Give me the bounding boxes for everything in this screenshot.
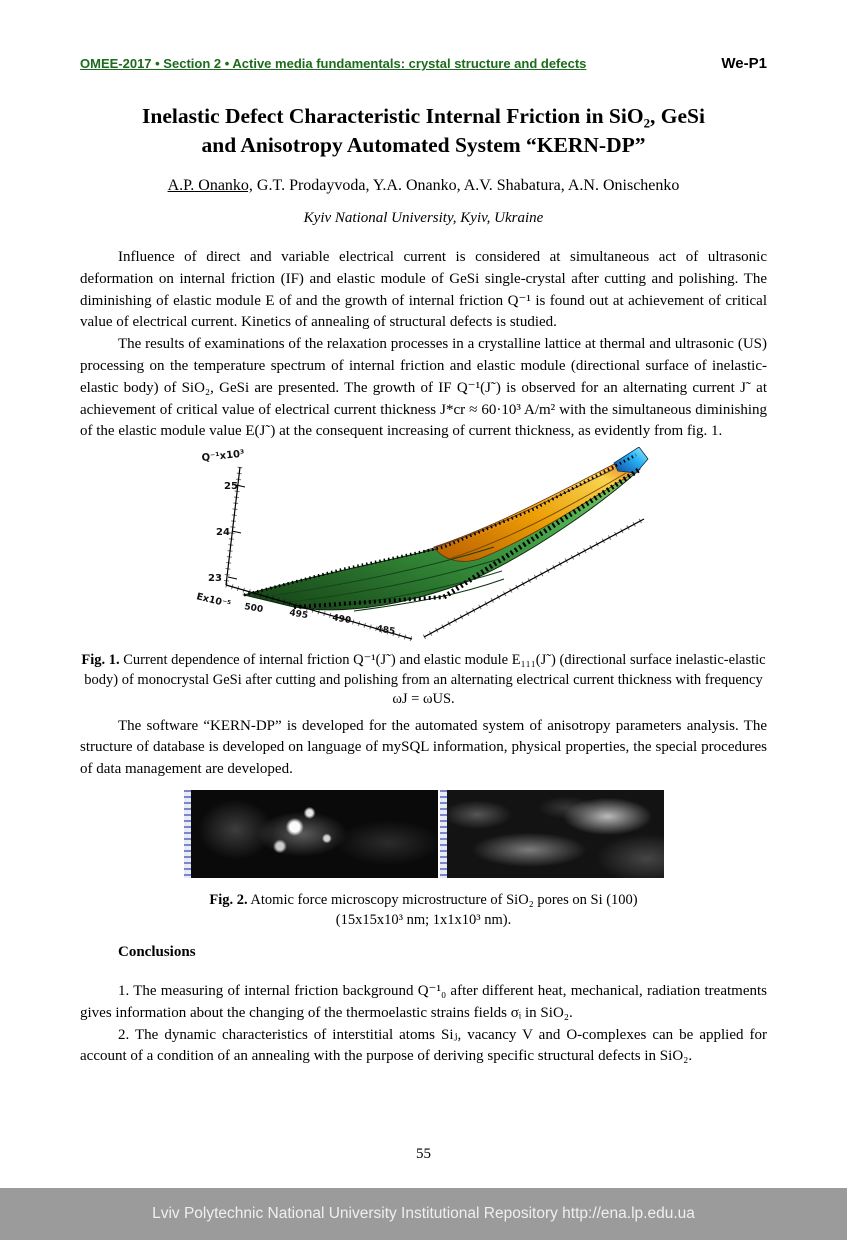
afm-image-right <box>447 790 664 878</box>
fig1-y-tick-25: 25 <box>223 481 238 493</box>
figure1-surface-plot <box>194 447 654 647</box>
conclusions-body <box>80 981 767 1068</box>
fig1-x-tick-495: 495 <box>287 608 309 622</box>
fig1-x-tick-485: 485 <box>374 624 396 638</box>
paper-title-line1: Inelastic Defect Characteristic Internal Friction in SiO₂, GeSi <box>142 104 705 128</box>
page-number: 55 <box>416 1146 431 1162</box>
figure1-caption-text: Current dependence of internal friction Q⁻¹(J˜) and elastic module E₁₁₁(J˜) (directional surface inelastic-elastic body) of monocrystal GeSi after cutting and polishing from an alternating electrical current thickness with frequency ωJ = ωUS. <box>84 652 766 708</box>
coauthors: G.T. Prodayvoda, Y.A. Onanko, A.V. Shabatura, A.N. Onischenko <box>252 177 680 194</box>
paragraph-3: The software “KERN-DP” is developed for the automated system of anisotropy parameters analysis. The structure of database is developed on language of mySQL information, physical properties, the special procedures of data management are developed. <box>80 717 767 778</box>
figure1-caption <box>77 651 771 710</box>
afm-panel-left <box>184 790 438 878</box>
afm-panel-right <box>440 790 664 878</box>
affiliation: Kyiv National University, Kyiv, Ukraine <box>303 210 544 226</box>
fig1-y-tick-23: 23 <box>207 573 222 585</box>
figure1-label: Fig. 1. <box>81 652 120 669</box>
header-conference-section: OMEE-2017 • Section 2 • Active media fundamentals: crystal structure and defects <box>80 56 587 71</box>
paper-title <box>60 102 787 160</box>
figure2-label: Fig. 2. <box>209 892 248 909</box>
page-header <box>80 55 767 72</box>
surface-blue-tip <box>614 447 648 473</box>
afm-scale-bar-left <box>184 790 191 878</box>
header-session-code: We-P1 <box>721 55 767 72</box>
fig1-x-tick-490: 490 <box>330 613 352 627</box>
paragraph-1: Influence of direct and variable electrical current is considered at simultaneous act of ultrasonic deformation on internal friction (IF) and elastic module of GeSi single-crystal after cutting and polishing. The diminishing of elastic module E of and the growth of internal friction Q⁻¹ is found out at achievement of critical value of electrical current. Kinetics of annealing of structural defects is studied. <box>80 249 767 331</box>
fig1-x-axis-label: Ex10⁻⁵ <box>194 591 232 611</box>
presenting-author: A.P. Onanko, <box>167 177 253 194</box>
repository-footer-text: Lviv Polytechnic National University Institutional Repository http://ena.lp.edu.ua <box>152 1205 695 1222</box>
afm-image-left <box>191 790 438 878</box>
authors-line <box>0 177 847 195</box>
conclusions-heading: Conclusions <box>118 944 196 961</box>
afm-scale-bar-right <box>440 790 447 878</box>
figure2-images <box>0 790 847 878</box>
paper-title-line2: and Anisotropy Automated System “KERN-DP” <box>201 133 646 157</box>
figure2-caption <box>209 891 639 930</box>
software-paragraph-wrap <box>80 716 767 781</box>
repository-footer-bar <box>0 1188 847 1240</box>
abstract-body <box>80 247 767 443</box>
paragraph-2: The results of examinations of the relaxation processes in a crystalline lattice at thermal and ultrasonic (US) processing on the temperature spectrum of internal friction and elastic module (directional surface of inelastic-elastic body) of SiO₂, GeSi are presented. The growth of IF Q⁻¹(J˜) is observed for an alternating current J˜ at achievement of critical value of electrical current thickness J*cr ≈ 60·10³ A/m² with the simultaneous diminishing of the elastic module value E(J˜) at the consequent increasing of current thickness, as evidently from fig. 1. <box>80 336 767 440</box>
fig1-y-axis-label: Q⁻¹x10³ <box>200 448 245 465</box>
surface-green-region <box>244 455 640 610</box>
fig1-x-tick-500: 500 <box>242 602 264 616</box>
fig1-y-tick-24: 24 <box>215 527 230 539</box>
figure2-caption-text: Atomic force microscopy microstructure of SiO₂ pores on Si (100) (15x15x10³ nm; 1x1x10³ nm). <box>247 892 638 928</box>
conclusion-item-2: 2. The dynamic characteristics of interstitial atoms Siⱼ, vacancy V and O-complexes can be applied for account of a condition of an annealing with the purpose of deriving specific structural defects in SiO₂. <box>80 1026 767 1065</box>
conclusion-item-1: 1. The measuring of internal friction background Q⁻¹₀ after different heat, mechanical, radiation treatments gives information about the changing of the thermoelastic strains fields σᵢ in SiO₂. <box>80 983 767 1021</box>
